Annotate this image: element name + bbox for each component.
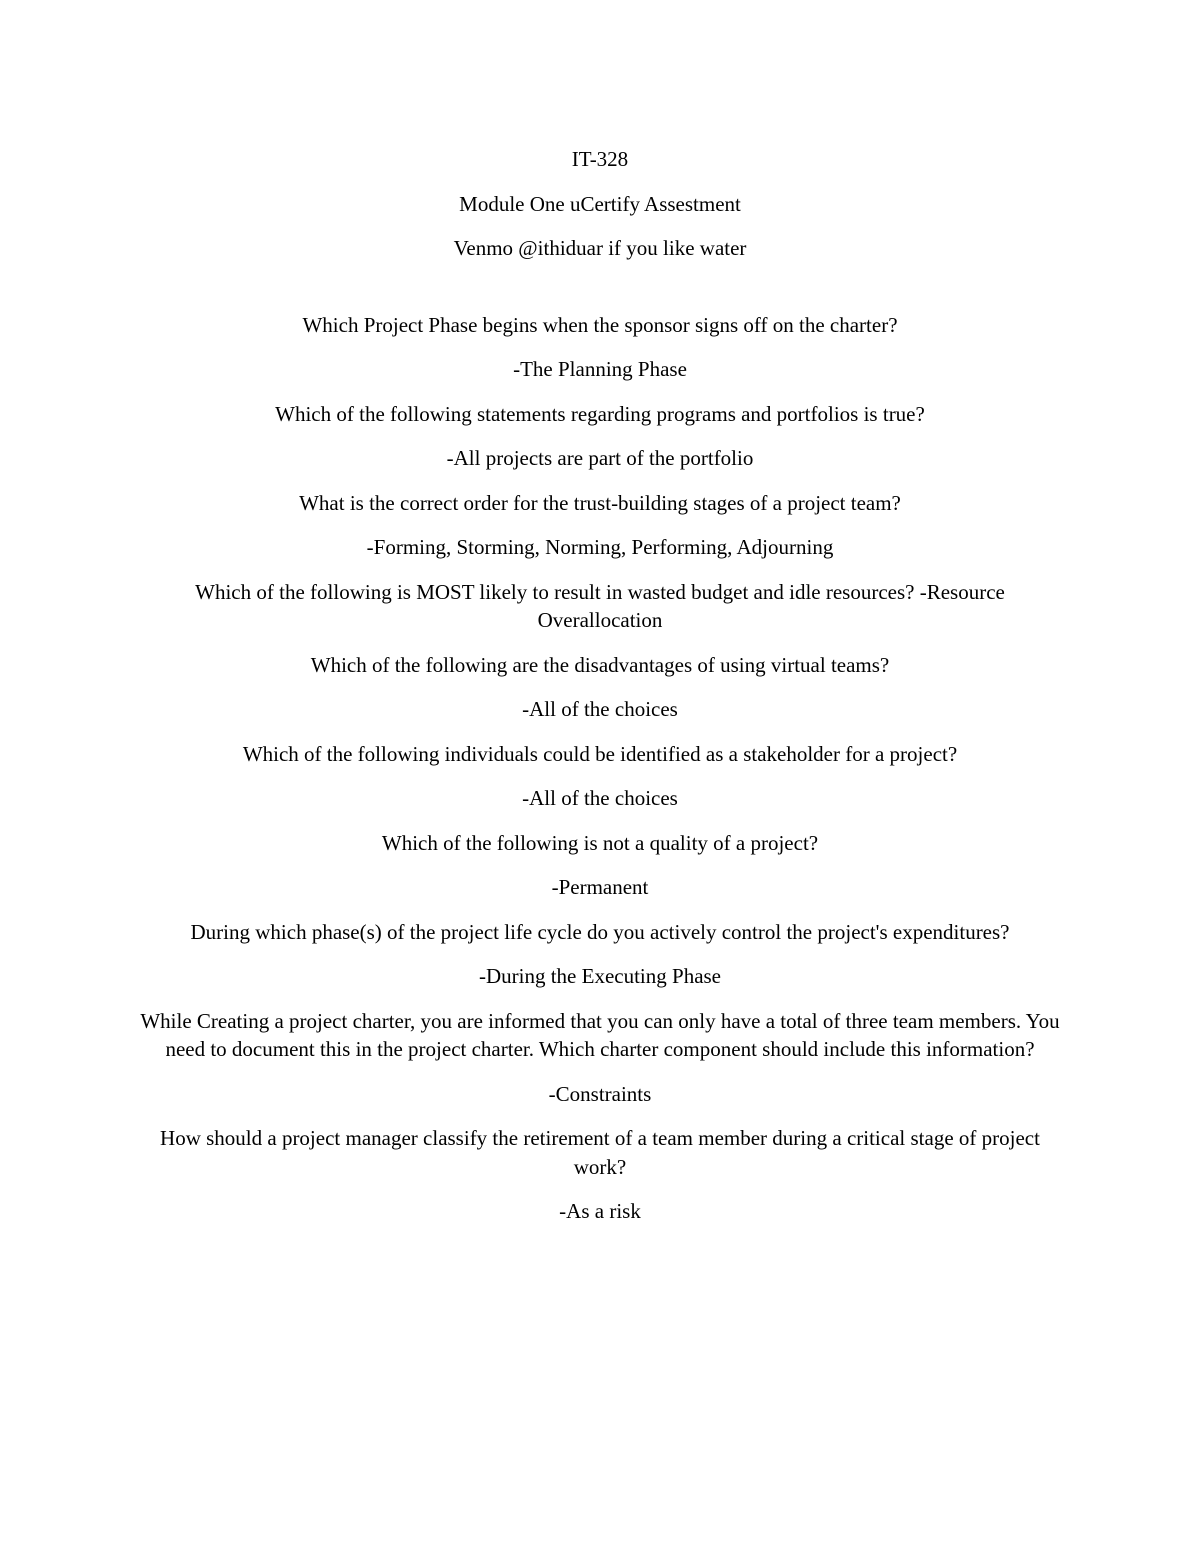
answer-7: -Permanent [551,875,649,899]
answer-6: -All of the choices [522,786,678,810]
question-9: While Creating a project charter, you are informed that you can only have a total of three team members. You need to document this in the project charter. Which charter component should include this information? [140,1008,1060,1061]
question-6: Which of the following individuals could be identified as a stakeholder for a project? [242,741,958,766]
question-10: How should a project manager classify the retirement of a team member during a critical stage of project work? [160,1126,1040,1179]
answer-3: -Forming, Storming, Norming, Performing, Adjourning [366,535,834,559]
document-page [135,145,1065,1226]
answer-8: -During the Executing Phase [478,964,722,988]
document-title: Module One uCertify Assestment [459,191,741,216]
question-2: Which of the following statements regarding programs and portfolios is true? [275,401,925,426]
question-3: What is the correct order for the trust-building stages of a project team? [299,490,901,515]
answer-10: -As a risk [559,1199,641,1223]
question-8: During which phase(s) of the project life cycle do you actively control the project's expenditures? [190,919,1010,944]
header-note: Venmo @ithiduar if you like water [453,236,747,260]
question-1: Which Project Phase begins when the sponsor signs off on the charter? [302,312,898,337]
course-code: IT-328 [571,147,629,171]
answer-1: -The Planning Phase [513,357,687,381]
question-4: Which of the following is MOST likely to result in wasted budget and idle resources? -Resource Overallocation [195,579,1005,632]
question-5: Which of the following are the disadvantages of using virtual teams? [310,652,890,677]
answer-2: -All projects are part of the portfolio [446,446,754,470]
question-7: Which of the following is not a quality of a project? [381,830,819,855]
answer-9: -Constraints [548,1081,652,1106]
answer-5: -All of the choices [522,697,678,721]
